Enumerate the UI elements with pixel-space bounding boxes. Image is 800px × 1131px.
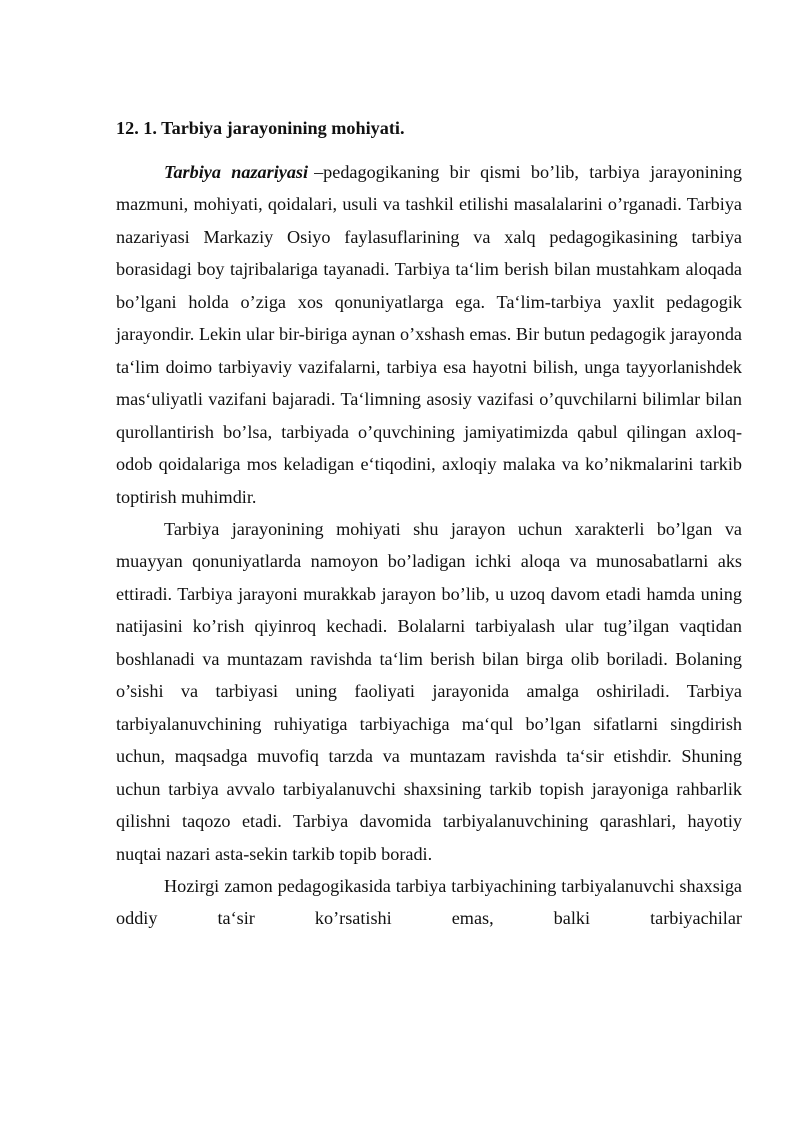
defined-term: Tarbiya nazariyasi xyxy=(164,162,309,182)
section-heading: 12. 1. Tarbiya jarayonining mohiyati. xyxy=(116,118,405,138)
paragraph-1 xyxy=(116,156,742,513)
body-text xyxy=(116,156,742,935)
paragraph-3: Hozirgi zamon pedagogikasida tarbiya tarbiyachining tarbiyalanuvchi shaxsiga oddiy ta‘sir ko’rsatishi emas, balki tarbiyachilar xyxy=(116,875,742,929)
paragraph-1-text: –pedagogikaning bir qismi bo’lib, tarbiya jarayonining mazmuni, mohiyati, qoidalari, usuli va tashkil etilishi masalalarini o’rganadi. Tarbiya nazariyasi Markaziy Osiyo faylasuflarining va xalq pedagogikasining tarbiya borasidagi boy tajribalariga tayanadi. Tarbiya ta‘lim berish bilan mustahkam aloqada bo’lgani holda o’ziga xos qonuniyatlarga ega. Ta‘lim-tarbiya yaxlit pedagogik jarayondir. Lekin ular bir-biriga aynan o’xshash emas. Bir butun pedagogik jarayonda ta‘lim doimo tarbiyaviy vazifalarni, tarbiya esa hayotni bilish, unga tayyorlanishdek mas‘uliyatli vazifani bajaradi. Ta‘limning asosiy vazifasi o’quvchilarni bilimlar bilan qurollantirish bo’lsa, tarbiyada o’quvchining jamiyatimizda qabul qilingan axloq-odob qoidalariga mos keladigan e‘tiqodini, axloqiy malaka va ko’nikmalarini tarkib toptirish muhimdir. xyxy=(116,162,742,507)
paragraph-2: Tarbiya jarayonining mohiyati shu jarayon uchun xarakterli bo’lgan va muayyan qonuniyatlarda namoyon bo’ladigan ichki aloqa va munosabatlarni aks ettiradi. Tarbiya jarayoni murakkab jarayon bo’lib, u uzoq davom etadi hamda uning natijasini ko’rish qiyinroq kechadi. Bolalarni tarbiyalash ular tug’ilgan vaqtidan boshlanadi va muntazam ravishda ta‘lim berish bilan birga olib boriladi. Bolaning o’sishi va tarbiyasi uning faoliyati jarayonida amalga oshiriladi. Tarbiya tarbiyalanuvchining ruhiyatiga tarbiyachiga ma‘qul bo’lgan sifatlarni singdirish uchun, maqsadga muvofiq tarzda va muntazam ravishda ta‘sir etishdir. Shuning uchun tarbiya avvalo tarbiyalanuvchi shaxsining tarkib topish jarayoniga rahbarlik qilishni taqozo etadi. Tarbiya davomida tarbiyalanuvchining qarashlari, hayotiy nuqtai nazari asta-sekin tarkib topib boradi. xyxy=(116,518,742,864)
